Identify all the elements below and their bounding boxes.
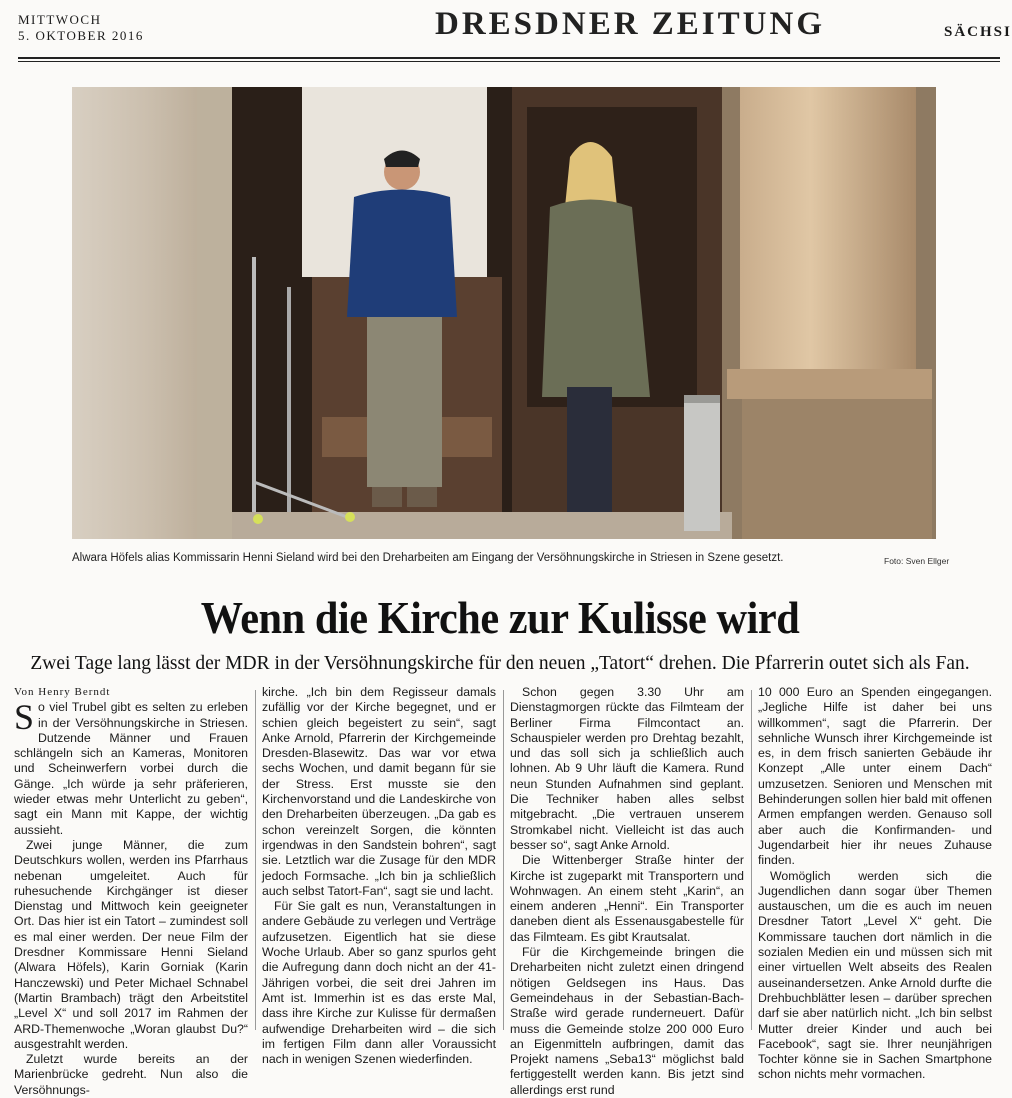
article-paragraph: Für die Kirchgemeinde bringen die Dreharbeiten nicht zuletzt einen dringend nötigen Geldsegen ins Haus. Das Gemeindehaus in der Sebastian-Bach-Straße wird gerade runderneuert. Dafür muss die Gemeinde stolze 200 000 Euro an Eigenmitteln aufbringen, damit das Projekt namens „Seba13“ möglichst bald fertiggestellt werden kann. Bis jetzt sind allerdings erst rund	[510, 945, 744, 1097]
article-paragraph: Womöglich werden sich die Jugendlichen dann sogar über Themen austauschen, um die es auch im neuen Dresdner Tatort „Level X“ geht. Die Kommissare tauchen dort nämlich in die sozialen Medien ein und müssen sich mit einer virtuellen Welt abseits des Realen auseinandersetzen. Anke Arnold durfte die Drehbuchblätter lesen – darüber sprechen darf sie aber natürlich nicht. „Ich bin selbst Mutter dreier Kinder und auch bei Facebook“, sagt sie. Ihrer neunjährigen Tochter könne sie in Sachen Smartphone schon nichts mehr vormachen.	[758, 868, 992, 1082]
masthead-rule	[18, 57, 1000, 59]
section-name: SÄCHSI	[944, 24, 1012, 40]
article-paragraph: Schon gegen 3.30 Uhr am Dienstagmorgen rückte das Filmteam der Berliner Firma Filmcontact an. Schauspieler werden pro Drehtag bezahlt, und das soll sich ja schließlich auch lohnen. Ab 9 Uhr läuft die Kamera. Rund neun Stunden Aufnahmen sind geplant. Die Techniker haben alles selbst mitgebracht. „Die vertrauen unserem Stromkabel nicht. Vielleicht ist das auch besser so“, sagt Anke Arnold.	[510, 685, 744, 852]
article-photo	[72, 87, 936, 539]
article-column-4	[758, 685, 992, 1083]
article-paragraph: Für Sie galt es nun, Veranstaltungen in andere Gebäude zu verlegen und Verträge aufzusetzen. Eigentlich hat sie diese Woche Urlaub. Aber so ganz spurlos geht die Aufregung dann doch nicht an der 41-Jährigen vorbei, die seit drei Jahren im Amt ist. Immerhin ist es das erste Mal, dass ihre Kirche zur Kulisse für dermaßen aufwendige Dreharbeiten wird – die sich im fertigen Film dann aller Voraussicht nach in wenigen Szenen wiederfinden.	[262, 899, 496, 1067]
photo-illustration	[72, 87, 936, 539]
column-divider	[751, 690, 752, 1030]
article-subhead: Zwei Tage lang lässt der MDR in der Versöhnungskirche für den neuen „Tatort“ drehen. Die Pfarrerin outet sich als Fan.	[30, 653, 970, 674]
article-column-1	[14, 685, 248, 1098]
article-paragraph: 10 000 Euro an Spenden eingegangen. „Jegliche Hilfe ist daher bei uns willkommen“, sagt die Pfarrerin. Der sehnliche Wunsch ihrer Kirchgemeinde ist es, in dem frisch sanierten Gebäude ihr Konzept „Alle unter einem Dach“ umzusetzen. Senioren und Menschen mit Behinderungen sollen hier bald mit offenen Armen empfangen werden. Genauso soll aber auch die Konfirmanden- und Jugendarbeit hier ihr neues Zuhause finden.	[758, 685, 992, 868]
article-headline: Wenn die Kirche zur Kulisse wird	[200, 592, 800, 643]
drop-cap: S	[14, 697, 35, 738]
article-column-3	[510, 685, 744, 1098]
issue-date	[18, 12, 144, 44]
article-paragraph: Die Wittenberger Straße hinter der Kirche ist zugeparkt mit Transportern und Wohnwagen. An einem steht „Karin“, an einem anderen „Henni“. Ein Transporter daneben dient als Essenausgabestelle für das Filmteam. Es gibt Krautsalat.	[510, 853, 744, 944]
article-paragraph: So viel Trubel gibt es selten zu erleben in der Versöhnungskirche in Striesen. Dutzende Männer und Frauen schlängeln sich an Kameras, Monitoren und Scheinwerfern vorbei durch die Gänge. „Ich würde ja sehr präferieren, wieder etwas mehr Unterlicht zu geben“, sagt ein Mann mit Kappe, der wichtig aussieht.	[14, 697, 248, 837]
article-paragraph: Zwei junge Männer, die zum Deutschkurs wollen, werden ins Pfarrhaus nebenan umgeleitet. Auch für ruhesuchende Kirchgänger ist dieser Dienstag und Mittwoch kein geeigneter Ort. Das hier ist ein Tatort – zumindest soll es mal einer werden. Der neue Film der Dresdner Kommissare Henni Sieland (Alwara Höfels), Karin Gorniak (Karin Hanczewski) und Peter Michael Schnabel (Martin Brambach) trägt den Arbeitstitel „Level X“ und soll 2017 im Rahmen der ARD-Themenwoche „Woran glaubst Du?“ ausgestrahlt werden.	[14, 837, 248, 1051]
date: 5. OKTOBER 2016	[18, 28, 144, 43]
article-column-2	[262, 685, 496, 1067]
column-divider	[255, 690, 256, 1030]
article-paragraph: kirche. „Ich bin dem Regisseur damals zufällig vor der Kirche begegnet, und er schien gleich begeistert zu sein“, sagt Anke Arnold, Pfarrerin der Kirchgemeinde Dresden-Blasewitz. Das war vor etwa sechs Wochen, und damit begann für sie der Stress. Erst musste sie den Kirchenvorstand und die Landeskirche von den Dreharbeiten überzeugen. „Da gab es schon vereinzelt Sorgen, die könnten irgendwas in den Sandstein bohren“, sagt sie. Letztlich war die Zusage für den MDR jedoch Formsache. „Ich bin ja schließlich auch selbst Tatort-Fan“, sagt sie und lacht.	[262, 685, 496, 898]
masthead-rule-thin	[18, 61, 1000, 62]
weekday: MITTWOCH	[18, 12, 102, 27]
photo-caption: Alwara Höfels alias Kommissarin Henni Sieland wird bei den Dreharbeiten am Eingang der Versöhnungskirche in Striesen in Szene gesetzt.	[72, 552, 784, 564]
masthead	[0, 0, 1012, 60]
newspaper-name: DRESDNER ZEITUNG	[435, 6, 825, 42]
article-paragraph: Zuletzt wurde bereits an der Marienbrücke gedreht. Nun also die Versöhnungs-	[14, 1052, 248, 1097]
byline: Von Henry Berndt	[14, 686, 111, 698]
column-divider	[503, 690, 504, 1030]
photo-credit: Foto: Sven Ellger	[884, 556, 950, 566]
